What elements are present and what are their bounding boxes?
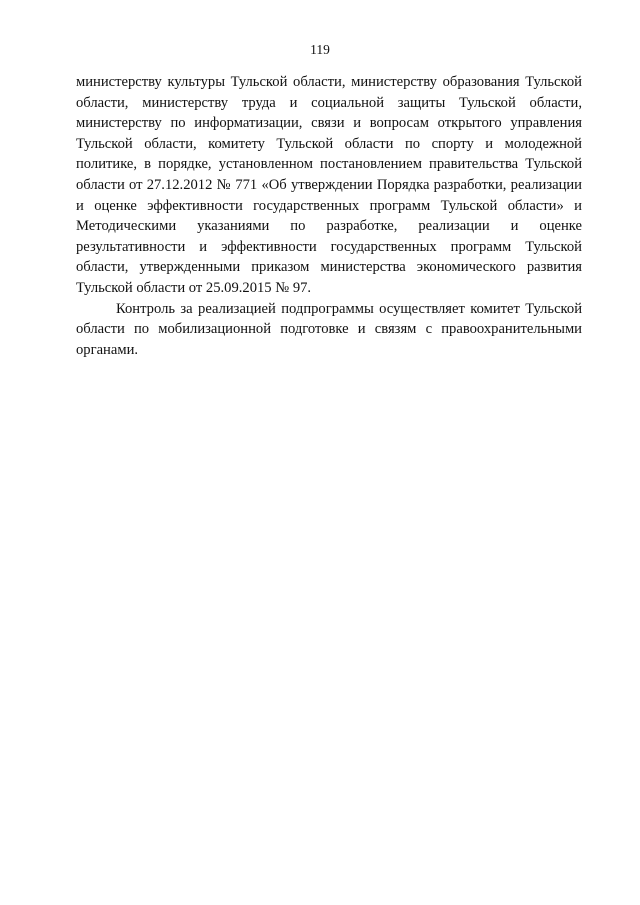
page-number: 119 bbox=[310, 42, 330, 57]
document-body bbox=[76, 72, 582, 360]
paragraph-control: Контроль за реализацией подпрограммы осуществляет комитет Тульской области по мобилизационной подготовке и связям с правоохранительными органами. bbox=[76, 300, 582, 358]
paragraph-responsible-ministries: министерству культуры Тульской области, министерству образования Тульской области, министерству труда и социальной защиты Тульской области, министерству по информатизации, связи и вопросам открытого управления Тульской области, комитету Тульской области по спорту и молодежной политике, в порядке, установленном постановлением правительства Тульской области от 27.12.2012 № 771 «Об утверждении Порядка разработки, реализации и оценке эффективности государственных программ Тульской области» и Методическими указаниями по разработке, реализации и оценке результативности и эффективности государственных программ Тульской области, утвержденными приказом министерства экономического развития Тульской области от 25.09.2015 № 97. bbox=[76, 74, 582, 296]
